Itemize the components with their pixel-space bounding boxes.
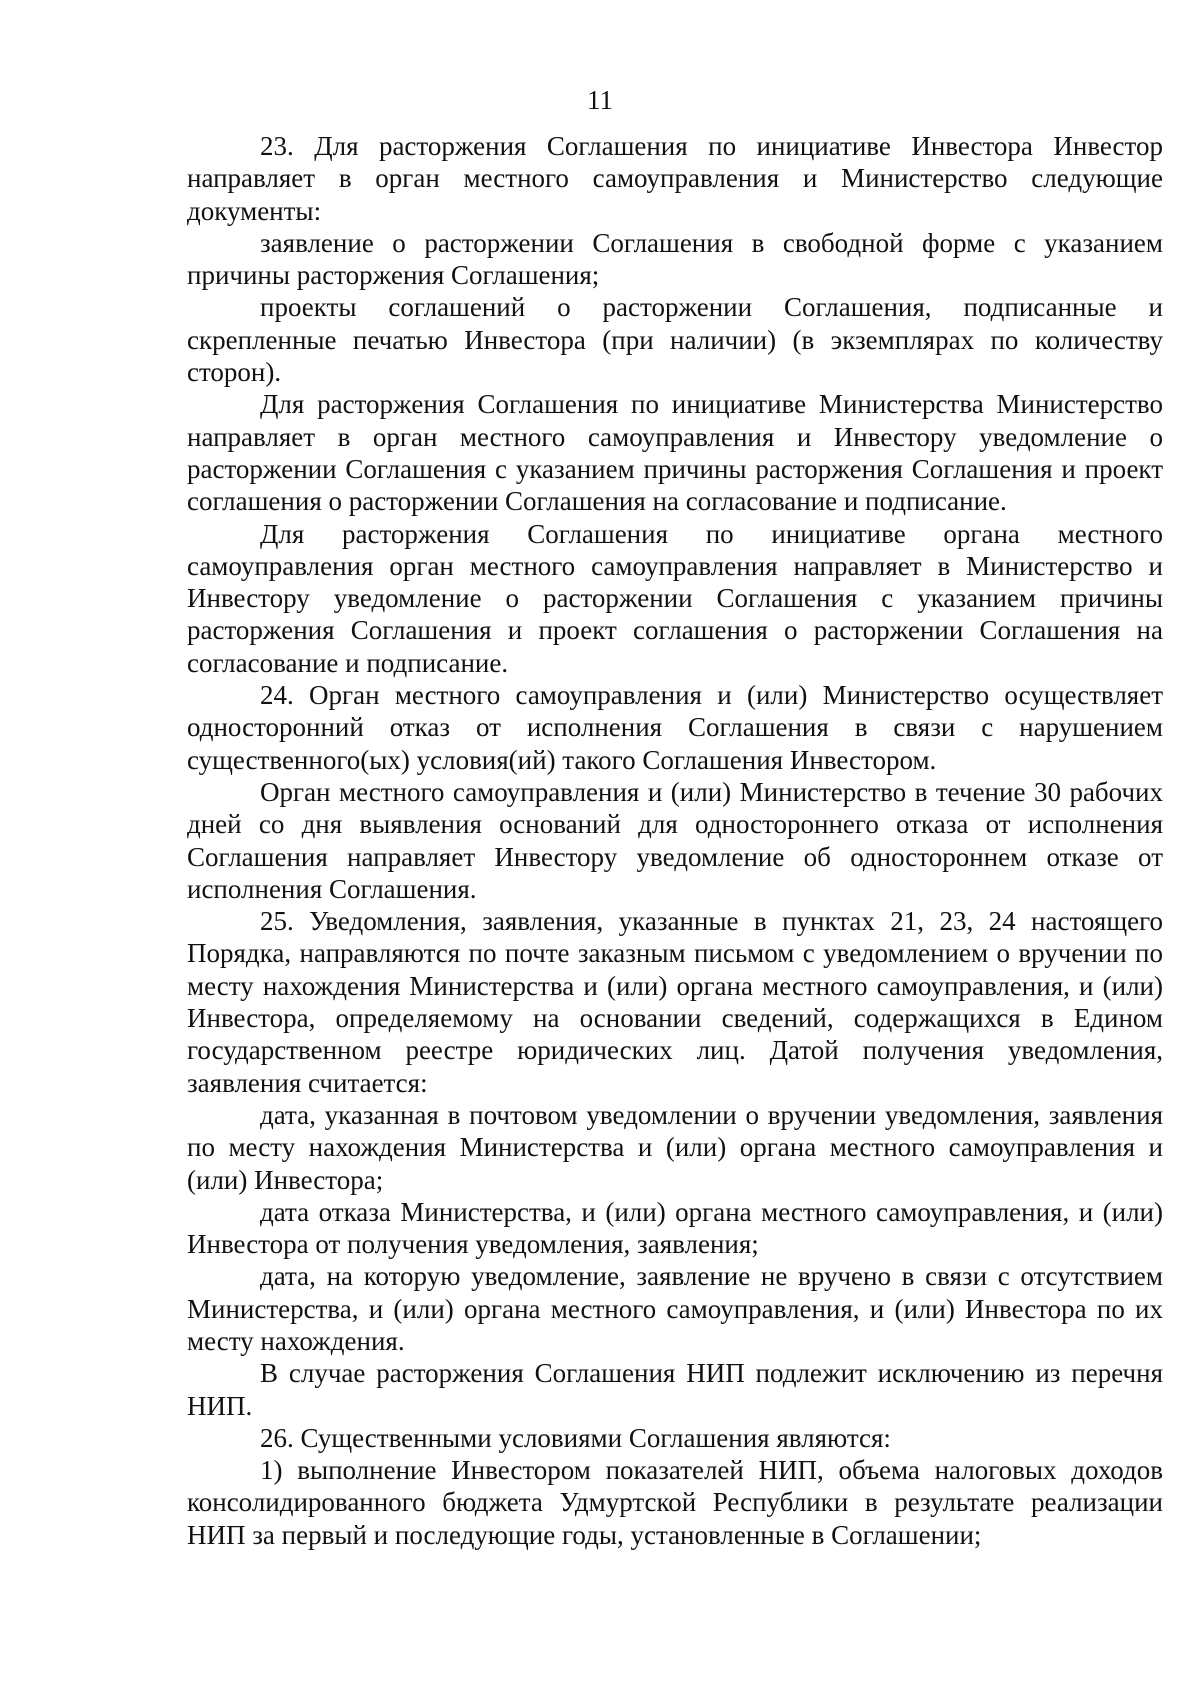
paragraph-application: заявление о расторжении Соглашения в свободной форме с указанием причины расторжения Соглашения; [187,227,1163,291]
paragraph-26-item-1: 1) выполнение Инвестором показателей НИП, объема налоговых доходов консолидированного бюджета Удмуртской Республики в результате реализации НИП за первый и последующие годы, установленные в Соглашении; [187,1455,1163,1550]
paragraph-23-intro: 23. Для расторжения Соглашения по инициативе Инвестора Инвестор направляет в орган местного самоуправления и Министерство следующие документы: [187,131,1163,226]
paragraph-draft-agreements: проекты соглашений о расторжении Соглашения, подписанные и скрепленные печатью Инвестора (при наличии) (в экземплярах по количеству сторон). [187,292,1163,388]
paragraph-ministry-initiative: Для расторжения Соглашения по инициативе Министерства Министерство направляет в орган местного самоуправления и Инвестору уведомление о расторжении Соглашения с указанием причины расторжения Соглашения и проект соглашения о расторжении Соглашения на согласование и подписание. [187,389,1163,517]
paragraph-25-date-absence: дата, на которую уведомление, заявление не вручено в связи с отсутствием Министерства, и (или) органа местного самоуправления, и (или) Инвестора по их месту нахождения. [187,1261,1163,1356]
paragraph-25-date-postal: дата, указанная в почтовом уведомлении о вручении уведомления, заявления по месту нахождения Министерства и (или) органа местного самоуправления и (или) Инвестора; [187,1099,1163,1195]
paragraph-exclusion: В случае расторжения Соглашения НИП подлежит исключению из перечня НИП. [187,1358,1163,1421]
paragraph-25-date-refusal: дата отказа Министерства, и (или) органа местного самоуправления, и (или) Инвестора от получения уведомления, заявления; [187,1196,1163,1260]
paragraph-24: 24. Орган местного самоуправления и (или) Министерство осуществляет односторонний отказ от исполнения Соглашения в связи с нарушением существенного(ых) условия(ий) такого Соглашения Инвестором. [187,680,1163,775]
paragraph-local-government-initiative: Для расторжения Соглашения по инициативе органа местного самоуправления орган местного самоуправления направляет в Министерство и Инвестору уведомление о расторжении Соглашения с указанием причины расторжения Соглашения и проект соглашения о расторжении Соглашения на согласование и подписание. [187,518,1163,678]
page-number: 11 [587,85,613,115]
paragraph-24-notice: Орган местного самоуправления и (или) Министерство в течение 30 рабочих дней со дня выявления оснований для одностороннего отказа от исполнения Соглашения направляет Инвестору уведомление об одностороннем отказе от исполнения Соглашения. [187,776,1163,904]
paragraph-26: 26. Существенными условиями Соглашения являются: [260,1422,891,1453]
paragraph-25: 25. Уведомления, заявления, указанные в пунктах 21, 23, 24 настоящего Порядка, направляются по почте заказным письмом с уведомлением о вручении по месту нахождения Министерства и (или) органа местного самоуправления, и (или) Инвестора, определяемому на основании сведений, содержащихся в Едином государственном реестре юридических лиц. Датой получения уведомления, заявления считается: [187,906,1163,1098]
document-body [187,130,1163,1551]
